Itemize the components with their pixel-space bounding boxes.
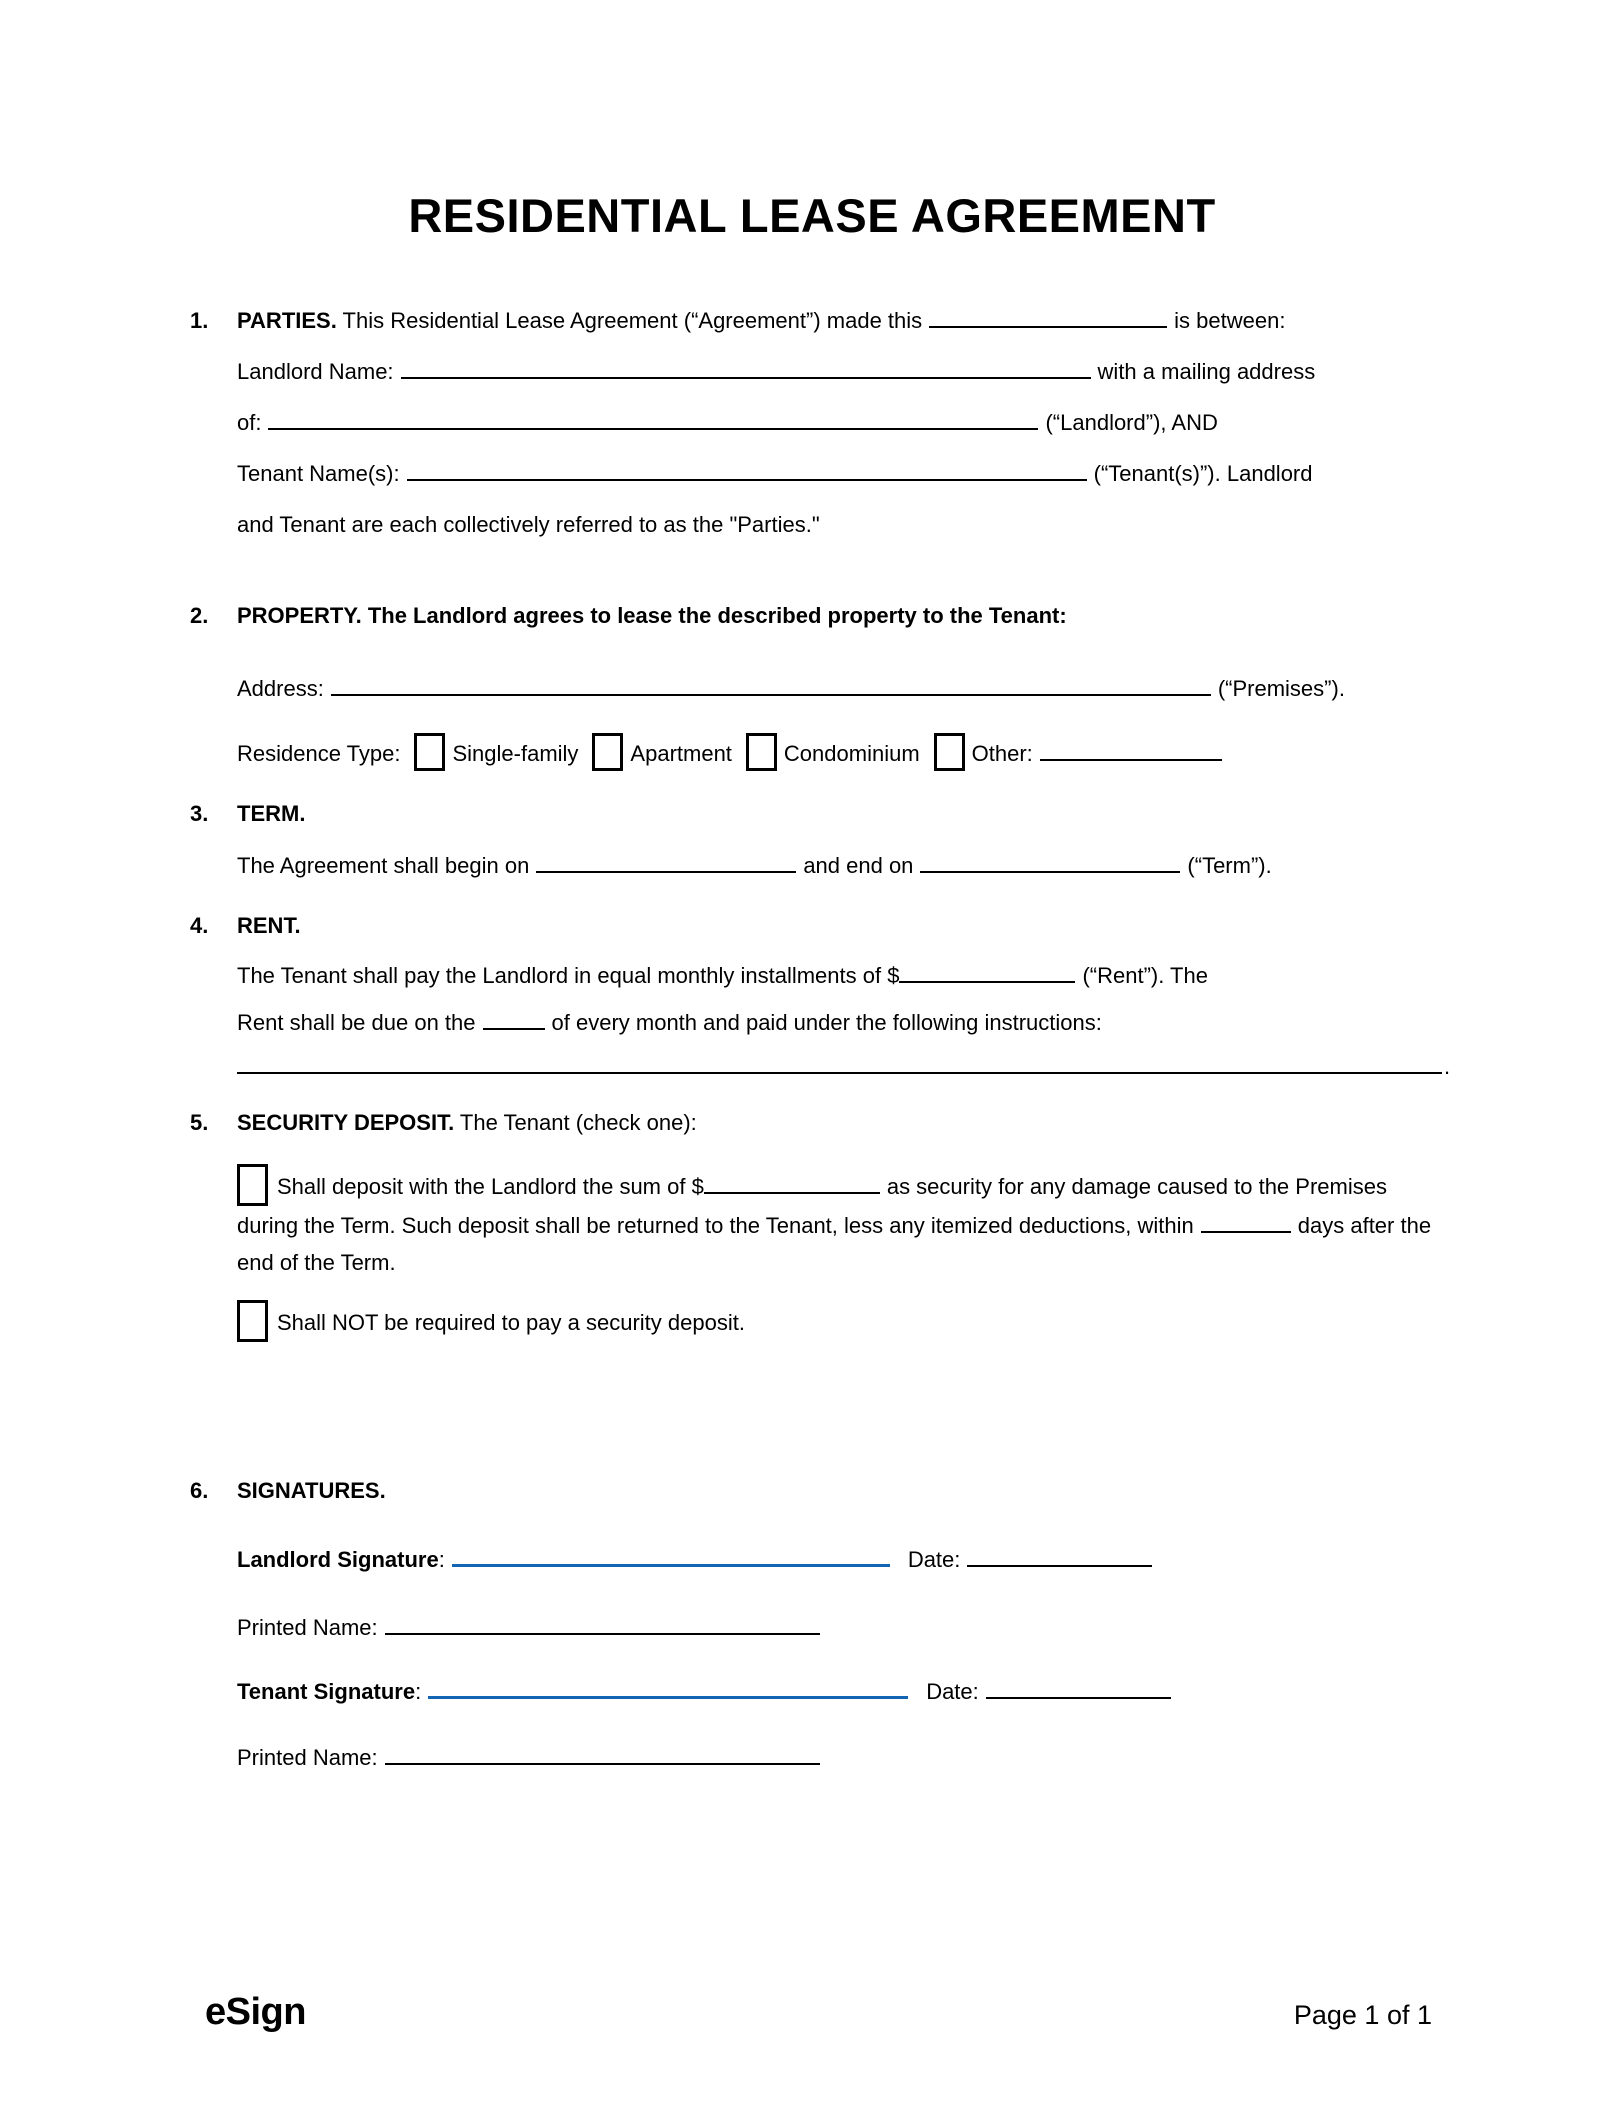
parties-line-4 (237, 448, 1480, 499)
mailing-address-text: with a mailing address (1097, 359, 1316, 384)
no-deposit-checkbox[interactable] (237, 1300, 268, 1342)
deposit-return-days-blank[interactable] (1201, 1206, 1291, 1233)
property-address-blank[interactable] (331, 669, 1211, 696)
rent-amount-blank[interactable] (899, 956, 1075, 983)
tenant-printed-name-blank[interactable] (385, 1738, 820, 1765)
premises-defined-text: (“Premises”). (1217, 676, 1345, 701)
single-family-checkbox[interactable] (414, 733, 445, 771)
section-number: 6. (190, 1478, 209, 1503)
apartment-label: Apartment (630, 741, 732, 766)
tenant-name-blank[interactable] (407, 454, 1087, 481)
deposit-option-1 (237, 1167, 1449, 1281)
period-text: . (1444, 1054, 1451, 1079)
other-residence-blank[interactable] (1040, 734, 1222, 761)
term-start-date-blank[interactable] (536, 846, 796, 873)
payment-instructions-line (237, 1047, 1450, 1084)
term-defined-text: (“Term”). (1187, 853, 1272, 878)
section-number: 5. (190, 1110, 209, 1135)
condominium-checkbox[interactable] (746, 733, 777, 771)
date-label: Date: (907, 1547, 961, 1572)
single-family-label: Single-family (452, 741, 579, 766)
apartment-checkbox[interactable] (592, 733, 623, 771)
section-number: 1. (190, 308, 209, 333)
section-property-heading (190, 599, 1067, 633)
rent-defined-text: (“Rent”). The (1082, 963, 1208, 988)
deposit-option1-text-a: Shall deposit with the Landlord the sum of $ (277, 1174, 704, 1199)
parties-line-3 (237, 397, 1480, 448)
landlord-name-blank[interactable] (401, 352, 1091, 379)
colon: : (415, 1679, 422, 1704)
section-security-deposit-heading (190, 1106, 697, 1140)
landlord-signature-label: Landlord Signature (237, 1547, 439, 1572)
rent-due-text: Rent shall be due on the (237, 1010, 476, 1035)
tenant-printed-name-line (237, 1738, 827, 1775)
section-signatures-heading (190, 1474, 386, 1508)
landlord-signature-date-blank[interactable] (967, 1540, 1152, 1567)
landlord-printed-name-blank[interactable] (385, 1608, 820, 1635)
term-line (237, 846, 1272, 883)
term-heading: TERM. (237, 801, 306, 826)
deposit-option2-text: Shall NOT be required to pay a security deposit. (277, 1310, 745, 1335)
residence-type-line (237, 734, 1229, 771)
residence-type-label: Residence Type: (237, 741, 401, 766)
esign-logo: eSign (205, 1991, 306, 2033)
parties-heading: PARTIES. (237, 308, 337, 333)
tenant-name-label: Tenant Name(s): (237, 461, 400, 486)
page-title: RESIDENTIAL LEASE AGREEMENT (408, 189, 1216, 242)
landlord-signature-field[interactable] (452, 1539, 890, 1567)
landlord-name-label: Landlord Name: (237, 359, 394, 384)
section-number: 2. (190, 603, 209, 628)
landlord-signature-line (237, 1539, 1159, 1577)
tenant-signature-line (237, 1671, 1178, 1709)
of-label: of: (237, 410, 262, 435)
security-deposit-heading: SECURITY DEPOSIT. (237, 1110, 455, 1135)
colon: : (438, 1547, 445, 1572)
parties-line-1 (190, 295, 1480, 346)
property-address-line (237, 669, 1345, 706)
rent-line-2 (237, 999, 1208, 1046)
parties-intro-tail: is between: (1174, 308, 1286, 333)
deposit-option-2 (237, 1306, 745, 1342)
agreement-date-blank[interactable] (929, 301, 1167, 328)
section-number: 3. (190, 801, 209, 826)
tenant-signature-field[interactable] (428, 1671, 908, 1699)
rent-line-1 (237, 952, 1208, 999)
tenant-signature-label: Tenant Signature (237, 1679, 416, 1704)
address-label: Address: (237, 676, 324, 701)
section-rent-heading (190, 909, 301, 943)
rent-body (237, 952, 1208, 1046)
deposit-option1-text-b: as security for any damage caused to the Premises during the Term. Such deposit shall be returned to the Tenant, less any itemized deductions, within (237, 1174, 1387, 1239)
other-label: Other: (971, 741, 1033, 766)
rent-instructions-text: of every month and paid under the following instructions: (551, 1010, 1102, 1035)
rent-installments-text: The Tenant shall pay the Landlord in equal monthly installments of $ (237, 963, 900, 988)
rent-due-day-blank[interactable] (483, 1003, 545, 1030)
term-end-text: and end on (803, 853, 914, 878)
rent-heading: RENT. (237, 913, 301, 938)
tenant-defined-text: (“Tenant(s)”). Landlord (1093, 461, 1313, 486)
deposit-amount-blank[interactable] (704, 1167, 880, 1194)
printed-name-label: Printed Name: (237, 1745, 378, 1770)
landlord-printed-name-line (237, 1608, 827, 1645)
parties-intro-text: This Residential Lease Agreement (“Agreement”) made this (342, 308, 923, 333)
condominium-label: Condominium (783, 741, 920, 766)
deposit-option1-text-c: days after the end of the Term. (237, 1213, 1432, 1275)
property-heading-rest: The Landlord agrees to lease the described property to the Tenant: (367, 603, 1067, 628)
parties-closing-text: and Tenant are each collectively referred to as the "Parties." (237, 512, 820, 537)
security-deposit-heading-rest: The Tenant (check one): (459, 1110, 697, 1135)
landlord-address-blank[interactable] (268, 403, 1038, 430)
term-end-date-blank[interactable] (920, 846, 1180, 873)
parties-line-2 (237, 346, 1480, 397)
property-heading: PROPERTY. (237, 603, 362, 628)
date-label: Date: (926, 1679, 979, 1704)
other-checkbox[interactable] (934, 733, 965, 771)
tenant-signature-date-blank[interactable] (986, 1672, 1171, 1699)
page-number-label: Page 1 of 1 (1293, 2000, 1432, 2030)
deposit-required-checkbox[interactable] (237, 1164, 268, 1206)
term-begin-text: The Agreement shall begin on (237, 853, 530, 878)
parties-line-5 (237, 499, 1480, 550)
signatures-heading: SIGNATURES. (237, 1478, 386, 1503)
section-number: 4. (190, 913, 209, 938)
printed-name-label: Printed Name: (237, 1615, 378, 1640)
section-term-heading (190, 797, 305, 831)
landlord-defined-text: (“Landlord”), AND (1045, 410, 1218, 435)
payment-instructions-blank[interactable] (237, 1047, 1442, 1074)
section-parties (190, 295, 1480, 550)
